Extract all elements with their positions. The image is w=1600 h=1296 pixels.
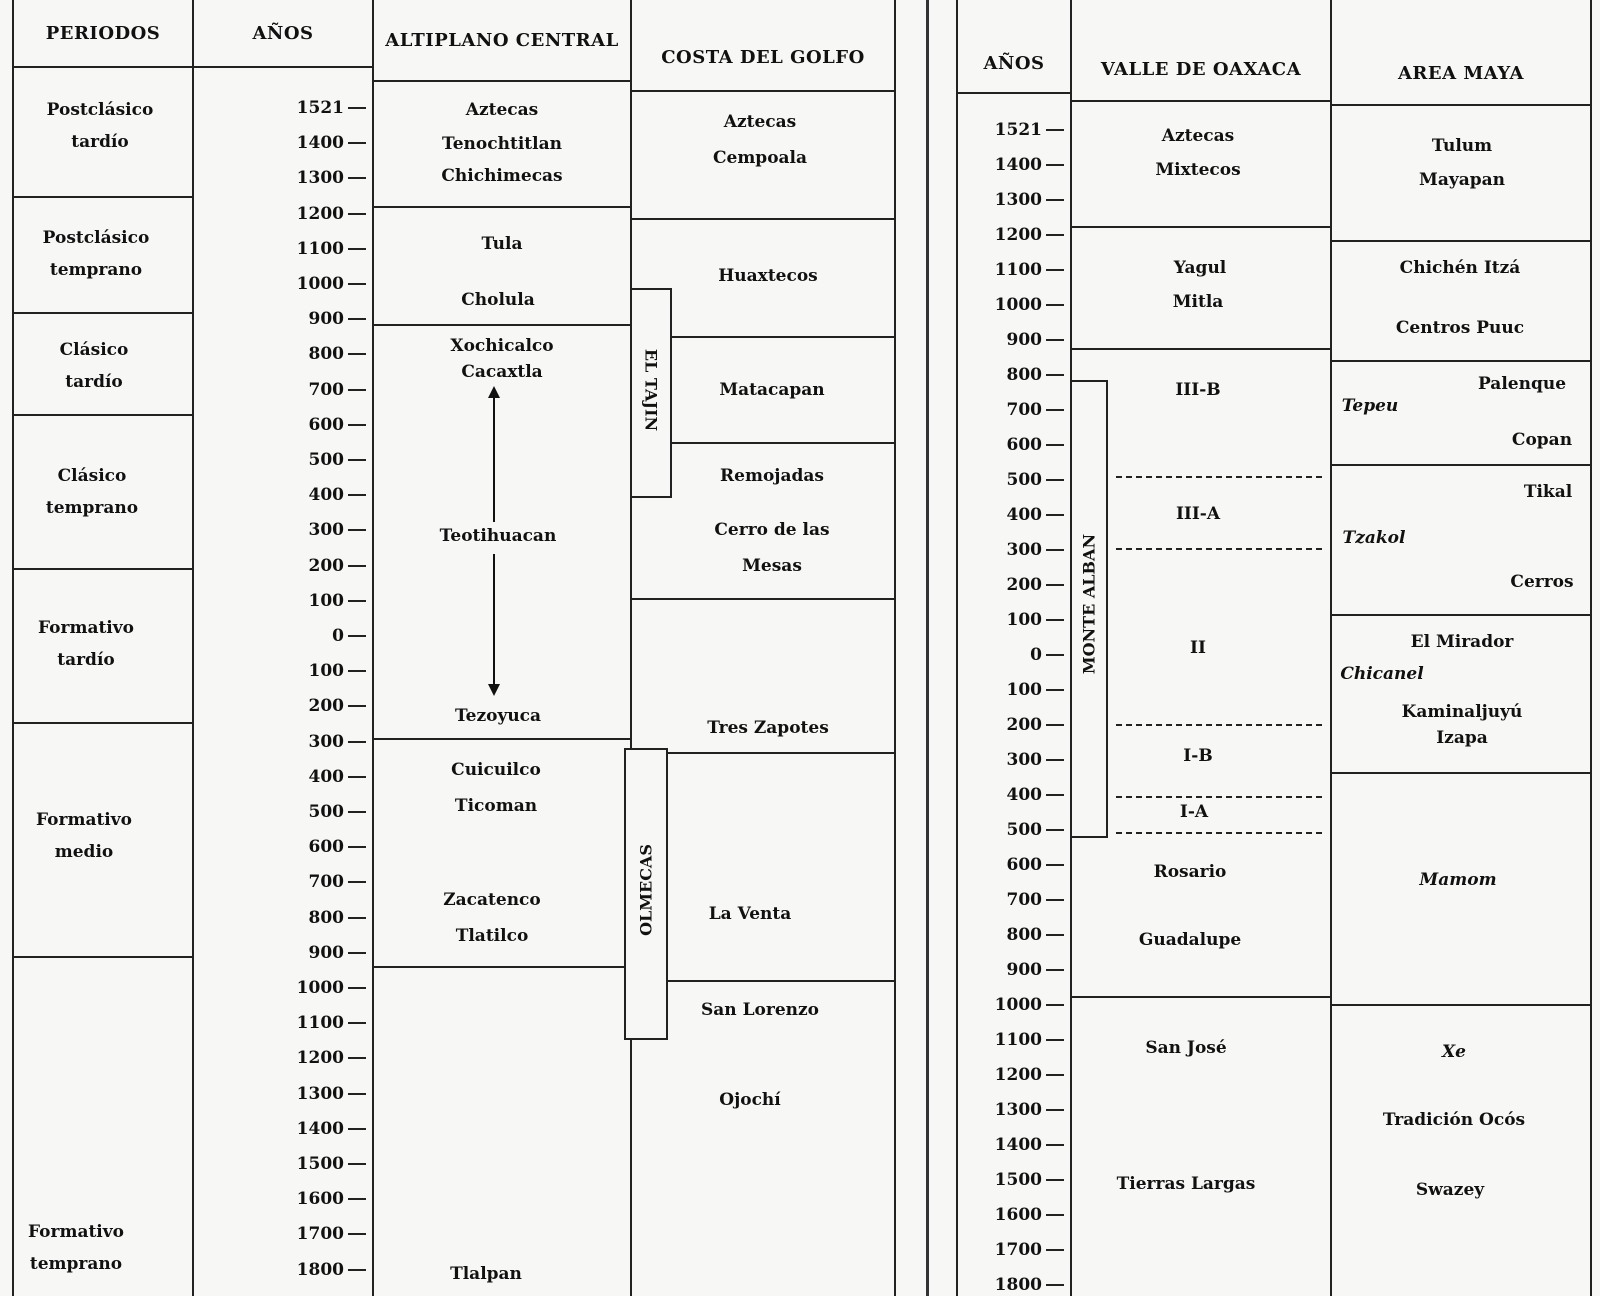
year-tick: 300 (309, 732, 367, 752)
year-tick: 600 (309, 837, 367, 857)
site-izapa: Izapa (1436, 728, 1488, 748)
site-tezoyuca: Tezoyuca (454, 706, 542, 726)
oaxaca-cell-monte-alban (1072, 350, 1330, 998)
el-tajin-bracket (630, 288, 672, 498)
site-tres-zapotes: Tres Zapotes (707, 718, 829, 738)
site-guadalupe: Guadalupe (1138, 930, 1242, 950)
year-tick: 1700 (297, 1224, 366, 1244)
year-tick: 1300 (995, 190, 1064, 210)
period-formativo-medio (14, 724, 192, 958)
site-xochicalco: Xochicalco (450, 336, 554, 356)
altiplano-cell-teotihuacan (374, 326, 630, 740)
phase-chicanel: Chicanel (1340, 664, 1424, 684)
site-golfo-aztecas: Aztecas (723, 112, 797, 132)
anos-header-left: AÑOS (194, 0, 372, 68)
period-label: Formativo temprano (28, 1222, 124, 1274)
site-mayapan: Mayapan (1419, 170, 1505, 190)
oaxaca-cell-san-jose (1072, 998, 1330, 1296)
year-tick: 1200 (297, 1048, 366, 1068)
page-divider (926, 0, 929, 1296)
site-el-mirador: El Mirador (1410, 632, 1514, 652)
period-clasico-tardio (14, 314, 192, 416)
altiplano-cell-cuicuilco (374, 740, 630, 968)
year-tick: 100 (1007, 680, 1065, 700)
year-tick: 1300 (995, 1100, 1064, 1120)
phase-ib: I-B (1183, 746, 1213, 766)
anos-header-right: AÑOS (958, 0, 1070, 94)
site-tulum: Tulum (1431, 136, 1493, 156)
site-cempoala: Cempoala (712, 148, 808, 168)
year-tick: 700 (1007, 890, 1065, 910)
year-tick: 1800 (297, 1260, 366, 1280)
year-tick: 1000 (995, 295, 1064, 315)
site-palenque: Palenque (1477, 374, 1567, 394)
maya-cell-chichen (1332, 242, 1590, 362)
site-tula: Tula (481, 234, 523, 254)
site-swazey: Swazey (1415, 1180, 1485, 1200)
year-tick: 1100 (995, 1030, 1064, 1050)
year-tick: 600 (1007, 435, 1065, 455)
golfo-cell-la-venta (632, 754, 894, 982)
year-tick: 800 (1007, 365, 1065, 385)
site-matacapan: Matacapan (719, 380, 825, 400)
site-cacaxtla: Cacaxtla (461, 362, 543, 382)
maya-cell-xe (1332, 1006, 1590, 1296)
site-teotihuacan: Teotihuacan (439, 526, 557, 546)
year-tick: 1400 (297, 133, 366, 153)
period-label: Clásico tardío (59, 340, 129, 392)
year-tick: 800 (1007, 925, 1065, 945)
year-tick: 1100 (995, 260, 1064, 280)
maya-cell-tepeu (1332, 362, 1590, 466)
golfo-cell-aztecas (632, 94, 894, 220)
golfo-header: COSTA DEL GOLFO (632, 0, 894, 92)
year-tick: 200 (1007, 715, 1065, 735)
site-cholula: Cholula (461, 290, 535, 310)
altiplano-cell-tlalpan (374, 968, 630, 1296)
year-tick: 500 (1007, 470, 1065, 490)
period-label: Formativo medio (36, 810, 132, 862)
year-tick: 1200 (995, 1065, 1064, 1085)
year-tick: 600 (1007, 855, 1065, 875)
site-san-lorenzo: San Lorenzo (701, 1000, 819, 1020)
year-tick: 1521 (995, 120, 1064, 140)
year-tick: 1100 (297, 239, 366, 259)
year-tick: 200 (1007, 575, 1065, 595)
year-tick: 900 (1007, 960, 1065, 980)
year-tick: 500 (309, 802, 367, 822)
year-tick: 300 (1007, 750, 1065, 770)
year-tick: 0 (1030, 645, 1064, 665)
period-label: Formativo tardío (38, 618, 134, 670)
year-tick: 300 (1007, 540, 1065, 560)
phase-tzakol: Tzakol (1342, 528, 1406, 548)
maya-header: AREA MAYA (1332, 0, 1590, 106)
right-chronology-table (956, 0, 1592, 1296)
site-san-jose: San José (1145, 1038, 1227, 1058)
year-tick: 200 (309, 556, 367, 576)
year-tick: 1521 (297, 98, 366, 118)
year-tick: 500 (1007, 820, 1065, 840)
period-clasico-temprano (14, 416, 192, 570)
year-tick: 400 (1007, 785, 1065, 805)
site-tlatilco: Tlatilco (455, 926, 529, 946)
site-mesas: Mesas (742, 556, 802, 576)
year-tick: 1200 (297, 204, 366, 224)
golfo-cell-san-lorenzo (632, 982, 894, 1296)
altiplano-column (374, 0, 632, 1296)
monte-alban-bracket (1070, 380, 1108, 838)
phase-iiib: III-B (1175, 380, 1221, 400)
period-formativo-tardio (14, 570, 192, 724)
golfo-cell-tres-zapotes (632, 600, 894, 754)
year-tick: 1300 (297, 1084, 366, 1104)
site-la-venta: La Venta (708, 904, 792, 924)
year-tick: 1500 (297, 1154, 366, 1174)
phase-xe: Xe (1441, 1042, 1467, 1062)
year-tick: 600 (309, 415, 367, 435)
year-tick: 1000 (297, 978, 366, 998)
site-mixtecos: Mixtecos (1155, 160, 1241, 180)
monte-alban-label: MONTE ALBAN (1079, 533, 1099, 675)
anos-column-left (194, 0, 374, 1296)
phase-mamom: Mamom (1419, 870, 1497, 890)
site-remojadas: Remojadas (720, 466, 824, 486)
site-tierras-largas: Tierras Largas (1116, 1174, 1256, 1194)
period-label: Postclásico tardío (46, 100, 154, 152)
el-tajin-label: EL TAJIN (641, 348, 661, 432)
period-postclasico-temprano (14, 198, 192, 314)
year-tick: 1700 (995, 1240, 1064, 1260)
year-tick: 900 (309, 943, 367, 963)
maya-cell-chicanel (1332, 616, 1590, 774)
year-tick: 1600 (297, 1189, 366, 1209)
year-tick: 400 (309, 485, 367, 505)
year-tick: 400 (1007, 505, 1065, 525)
year-tick: 1100 (297, 1013, 366, 1033)
year-tick: 800 (309, 908, 367, 928)
maya-cell-tulum (1332, 108, 1590, 242)
range-arrow (484, 386, 504, 696)
period-label: Clásico temprano (45, 466, 139, 518)
year-tick: 300 (309, 520, 367, 540)
left-chronology-table (12, 0, 894, 1296)
phase-ia: I-A (1179, 802, 1209, 822)
site-cerros: Cerros (1510, 572, 1574, 592)
year-tick: 100 (309, 661, 367, 681)
anos-column-right (958, 0, 1072, 1296)
oaxaca-cell-yagul (1072, 228, 1330, 350)
site-kaminaljuyu: Kaminaljuyú (1401, 702, 1523, 722)
site-copan: Copan (1511, 430, 1573, 450)
site-cuicuilco: Cuicuilco (451, 760, 541, 780)
site-tradicion-ocos: Tradición Ocós (1382, 1110, 1526, 1130)
site-tenochtitlan: Tenochtitlan (442, 134, 562, 154)
maya-cell-tzakol (1332, 466, 1590, 616)
year-tick: 700 (309, 872, 367, 892)
year-tick: 0 (332, 626, 366, 646)
period-label: Postclásico temprano (42, 228, 150, 280)
year-tick: 500 (309, 450, 367, 470)
year-tick: 1800 (995, 1275, 1064, 1295)
year-tick: 700 (309, 380, 367, 400)
site-rosario: Rosario (1153, 862, 1227, 882)
site-oaxaca-aztecas: Aztecas (1161, 126, 1235, 146)
year-tick: 100 (309, 591, 367, 611)
site-yagul: Yagul (1173, 258, 1227, 278)
site-aztecas: Aztecas (465, 100, 539, 120)
site-tlalpan: Tlalpan (450, 1264, 522, 1284)
periodos-column (14, 0, 194, 1296)
oaxaca-column (1072, 0, 1332, 1296)
year-tick: 1300 (297, 168, 366, 188)
olmecas-label: OLMECAS (636, 844, 656, 936)
site-zacatenco: Zacatenco (443, 890, 541, 910)
year-tick: 1400 (995, 155, 1064, 175)
year-tick: 1200 (995, 225, 1064, 245)
altiplano-cell-postclasico (374, 82, 630, 208)
maya-column (1332, 0, 1592, 1296)
year-tick: 1400 (297, 1119, 366, 1139)
site-chichen-itza: Chichén Itzá (1399, 258, 1521, 278)
site-tikal: Tikal (1523, 482, 1573, 502)
year-tick: 1000 (297, 274, 366, 294)
period-formativo-temprano (14, 958, 192, 1296)
year-tick: 200 (309, 696, 367, 716)
year-tick: 1600 (995, 1205, 1064, 1225)
period-postclasico-tardio (14, 66, 192, 198)
site-ojochi: Ojochí (719, 1090, 781, 1110)
olmecas-bracket (624, 748, 668, 1040)
oaxaca-cell-aztecas (1072, 104, 1330, 228)
site-chichimecas: Chichimecas (441, 166, 563, 186)
phase-tepeu: Tepeu (1341, 396, 1399, 416)
maya-cell-mamom (1332, 774, 1590, 1006)
year-tick: 900 (309, 309, 367, 329)
year-tick: 100 (1007, 610, 1065, 630)
altiplano-header: ALTIPLANO CENTRAL (374, 0, 630, 82)
year-tick: 800 (309, 344, 367, 364)
year-tick: 1000 (995, 995, 1064, 1015)
year-tick: 700 (1007, 400, 1065, 420)
golfo-column (632, 0, 896, 1296)
year-tick: 400 (309, 767, 367, 787)
year-tick: 1500 (995, 1170, 1064, 1190)
oaxaca-header: VALLE DE OAXACA (1072, 0, 1330, 102)
phase-ii: II (1190, 638, 1206, 658)
year-tick: 1400 (995, 1135, 1064, 1155)
year-tick: 900 (1007, 330, 1065, 350)
site-huaxtecos: Huaxtecos (718, 266, 818, 286)
phase-iiia: III-A (1175, 504, 1221, 524)
site-cerro-de-las: Cerro de las (714, 520, 830, 540)
site-mitla: Mitla (1172, 292, 1224, 312)
altiplano-cell-tula (374, 208, 630, 326)
periodos-header: PERIODOS (14, 0, 192, 68)
site-centros-puuc: Centros Puuc (1395, 318, 1525, 338)
site-ticoman: Ticoman (454, 796, 538, 816)
